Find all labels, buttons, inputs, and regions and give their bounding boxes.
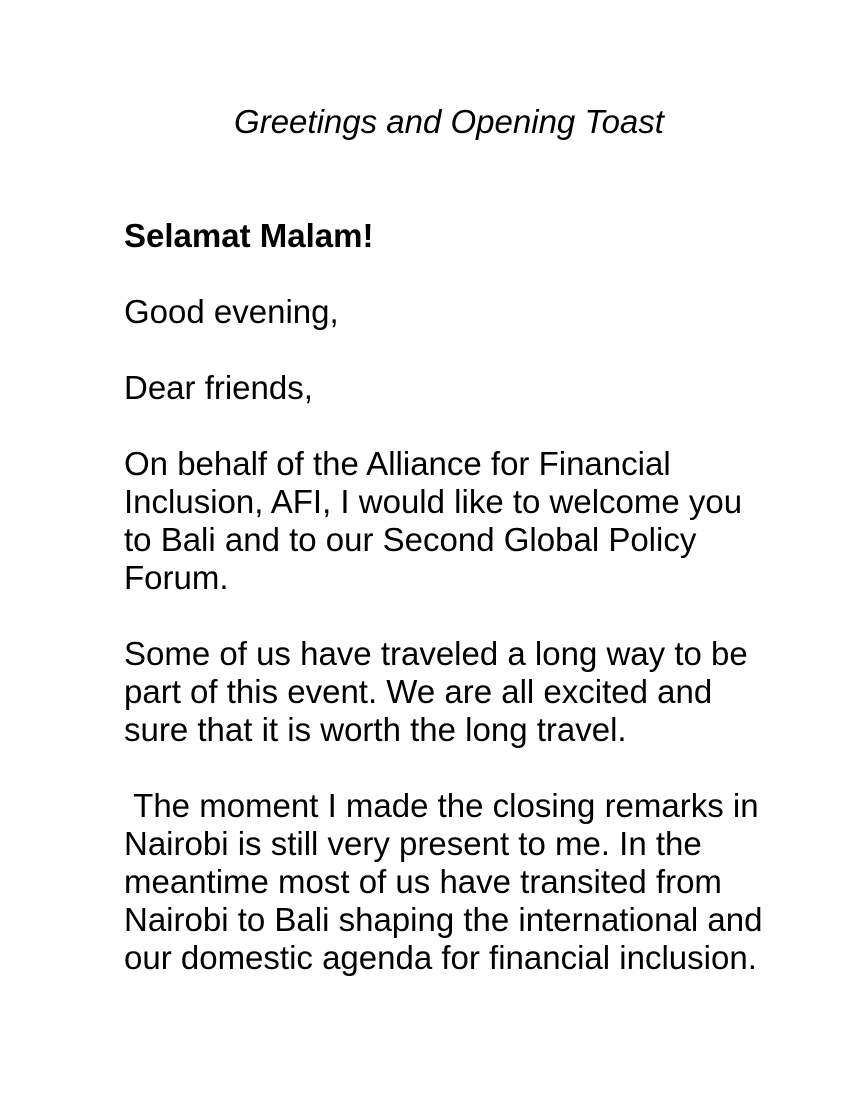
paragraph-travel: Some of us have traveled a long way to be part of this event. We are all excited and sure that it is worth the long travel. [124, 635, 757, 748]
paragraph-welcome: On behalf of the Alliance for Financial Inclusion, AFI, I would like to welcome you to Bali and to our Second Global Policy Forum. [124, 445, 752, 596]
paragraph-dear-friends: Dear friends, [124, 369, 313, 406]
paragraph-nairobi: The moment I made the closing remarks in Nairobi is still very present to me. In the meantime most of us have transited from Nairobi to Bali shaping the international and our domestic agenda for financial inclusion. [124, 787, 772, 976]
document-title: Greetings and Opening Toast [234, 103, 664, 140]
paragraph-salutation: Selamat Malam! [124, 217, 374, 254]
paragraph-greeting: Good evening, [124, 293, 339, 330]
